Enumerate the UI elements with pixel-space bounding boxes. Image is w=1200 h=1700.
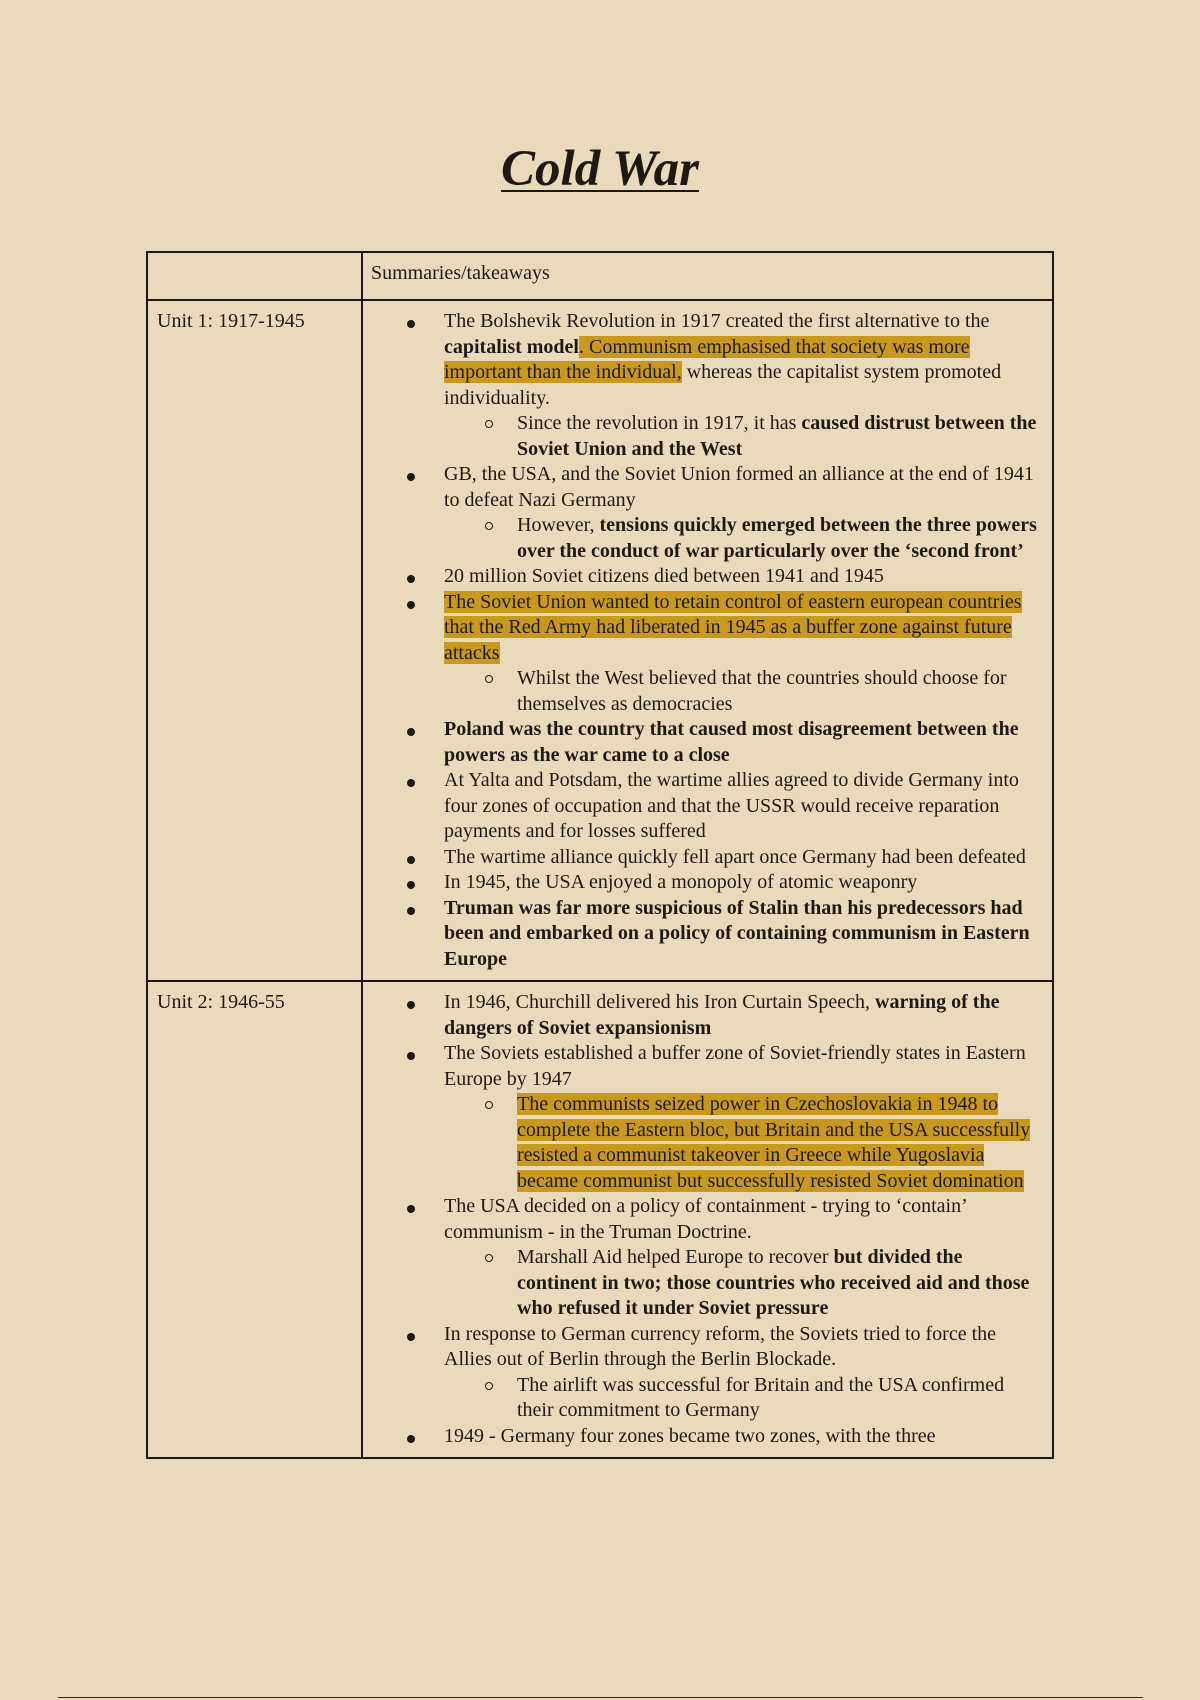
list-item xyxy=(444,462,1042,564)
sub-list-item xyxy=(517,666,1042,717)
sub-list-item xyxy=(517,513,1042,564)
point-bold-text: warning of the dangers of Soviet expansionism xyxy=(444,991,1000,1039)
list-item xyxy=(444,870,1042,896)
point-text: GB, the USA, and the Soviet Union formed an alliance at the end of 1941 to defeat Nazi Germany xyxy=(444,463,1034,511)
bullet-icon xyxy=(407,779,415,787)
summary-table xyxy=(146,251,1054,1459)
hollow-bullet-icon xyxy=(485,420,493,428)
bullet-icon xyxy=(407,728,415,736)
sub-point-bold-text: caused distrust between the Soviet Union and the West xyxy=(517,412,1037,460)
document-title: Cold War xyxy=(501,141,699,197)
point-bold-text: Poland was the country that caused most disagreement between the powers as the war came to a close xyxy=(444,718,1019,766)
sub-list-item xyxy=(517,1373,1042,1424)
unit-label: Unit 2: 1946-55 xyxy=(147,981,362,1458)
page-bottom-rule xyxy=(58,1697,1143,1698)
list-item xyxy=(444,309,1042,462)
sub-point-bold-text: tensions quickly emerged between the three powers over the conduct of war particularly over the ‘second front’ xyxy=(517,514,1037,562)
list-item xyxy=(444,845,1042,871)
table-row xyxy=(147,981,1053,1458)
bullet-icon xyxy=(407,320,415,328)
list-item xyxy=(444,1322,1042,1424)
bullet-icon xyxy=(407,601,415,609)
bullet-list xyxy=(371,309,1042,972)
hollow-bullet-icon xyxy=(485,1254,493,1262)
sub-point-bold-text: but divided the continent in two; those countries who received aid and those who refused it under Soviet pressure xyxy=(517,1246,1030,1319)
sub-bullet-list xyxy=(444,666,1042,717)
sub-list-item xyxy=(517,411,1042,462)
point-text: 1949 - Germany four zones became two zones, with the three xyxy=(444,1424,936,1447)
point-text: The Bolshevik Revolution in 1917 created the first alternative to the xyxy=(444,310,990,332)
list-item xyxy=(444,717,1042,768)
sub-bullet-list xyxy=(444,1373,1042,1424)
point-text: At Yalta and Potsdam, the wartime allies agreed to divide Germany into four zones of occupation and that the USSR would receive reparation payments and for losses suffered xyxy=(444,769,1019,842)
sub-point-text: Whilst the West believed that the countries should choose for themselves as democracies xyxy=(517,667,1007,715)
list-item xyxy=(444,990,1042,1041)
hollow-bullet-icon xyxy=(485,1101,493,1109)
sub-bullet-list xyxy=(444,1092,1042,1194)
point-text: The Soviets established a buffer zone of Soviet-friendly states in Eastern Europe by 1947 xyxy=(444,1042,1026,1090)
list-item xyxy=(444,1194,1042,1322)
hollow-bullet-icon xyxy=(485,1382,493,1390)
list-item xyxy=(444,590,1042,718)
bullet-icon xyxy=(407,907,415,915)
list-item xyxy=(444,768,1042,845)
list-item xyxy=(444,1041,1042,1194)
bullet-icon xyxy=(407,881,415,889)
bullet-icon xyxy=(407,575,415,583)
bullet-icon xyxy=(407,1001,415,1009)
header-summary-cell: Summaries/takeaways xyxy=(362,252,1053,300)
sub-list-item xyxy=(517,1245,1042,1322)
bullet-icon xyxy=(407,1435,415,1443)
unit-summary-cell xyxy=(362,300,1053,981)
table-header-row xyxy=(147,252,1053,300)
point-bold-text: capitalist model xyxy=(444,335,579,358)
bullet-icon xyxy=(407,473,415,481)
bullet-icon xyxy=(407,1333,415,1341)
list-item xyxy=(444,564,1042,590)
point-text: In response to German currency reform, the Soviets tried to force the Allies out of Berlin through the Berlin Blockade. xyxy=(444,1322,997,1370)
sub-point-text: Since the revolution in 1917, it has xyxy=(517,412,802,434)
bullet-icon xyxy=(407,1205,415,1213)
point-text: whereas the capitalist system promoted individuality. xyxy=(444,361,1002,409)
list-item xyxy=(444,1424,1042,1450)
point-text: The wartime alliance quickly fell apart once Germany had been defeated xyxy=(444,845,1026,868)
sub-bullet-list xyxy=(444,1245,1042,1322)
point-text: The USA decided on a policy of containment - trying to ‘contain’ communism - in the Truman Doctrine. xyxy=(444,1195,967,1243)
point-bold-text: Truman was far more suspicious of Stalin than his predecessors had been and embarked on a policy of containing communism in Eastern Europe xyxy=(444,896,1030,970)
highlighted-text: . Communism emphasised that society was more important than the individual, xyxy=(444,335,970,383)
sub-point-text: The airlift was successful for Britain and the USA confirmed their commitment to Germany xyxy=(517,1373,1005,1421)
highlighted-text: The Soviet Union wanted to retain control of eastern european countries that the Red Army had liberated in 1945 as a buffer zone against future attacks xyxy=(444,590,1022,664)
bullet-icon xyxy=(407,1052,415,1060)
sub-bullet-list xyxy=(444,513,1042,564)
sub-bullet-list xyxy=(444,411,1042,462)
highlighted-text: The communists seized power in Czechoslovakia in 1948 to complete the Eastern bloc, but Britain and the USA successfully resisted a communist takeover in Greece while Yugoslavia became communist but successfully resisted Soviet domination xyxy=(517,1093,1031,1192)
unit-summary-cell xyxy=(362,981,1053,1458)
bullet-list xyxy=(371,990,1042,1449)
table-row xyxy=(147,300,1053,981)
unit-label: Unit 1: 1917-1945 xyxy=(147,300,362,981)
sub-point-text: Marshall Aid helped Europe to recover xyxy=(517,1246,834,1268)
sub-list-item xyxy=(517,1092,1042,1194)
hollow-bullet-icon xyxy=(485,675,493,683)
point-text: In 1945, the USA enjoyed a monopoly of atomic weaponry xyxy=(444,871,918,893)
point-text: 20 million Soviet citizens died between 1941 and 1945 xyxy=(444,565,884,587)
list-item xyxy=(444,896,1042,973)
sub-point-text: However, xyxy=(517,514,600,536)
point-text: In 1946, Churchill delivered his Iron Curtain Speech, xyxy=(444,991,876,1013)
bullet-icon xyxy=(407,856,415,864)
header-unit-cell xyxy=(147,252,362,300)
hollow-bullet-icon xyxy=(485,522,493,530)
